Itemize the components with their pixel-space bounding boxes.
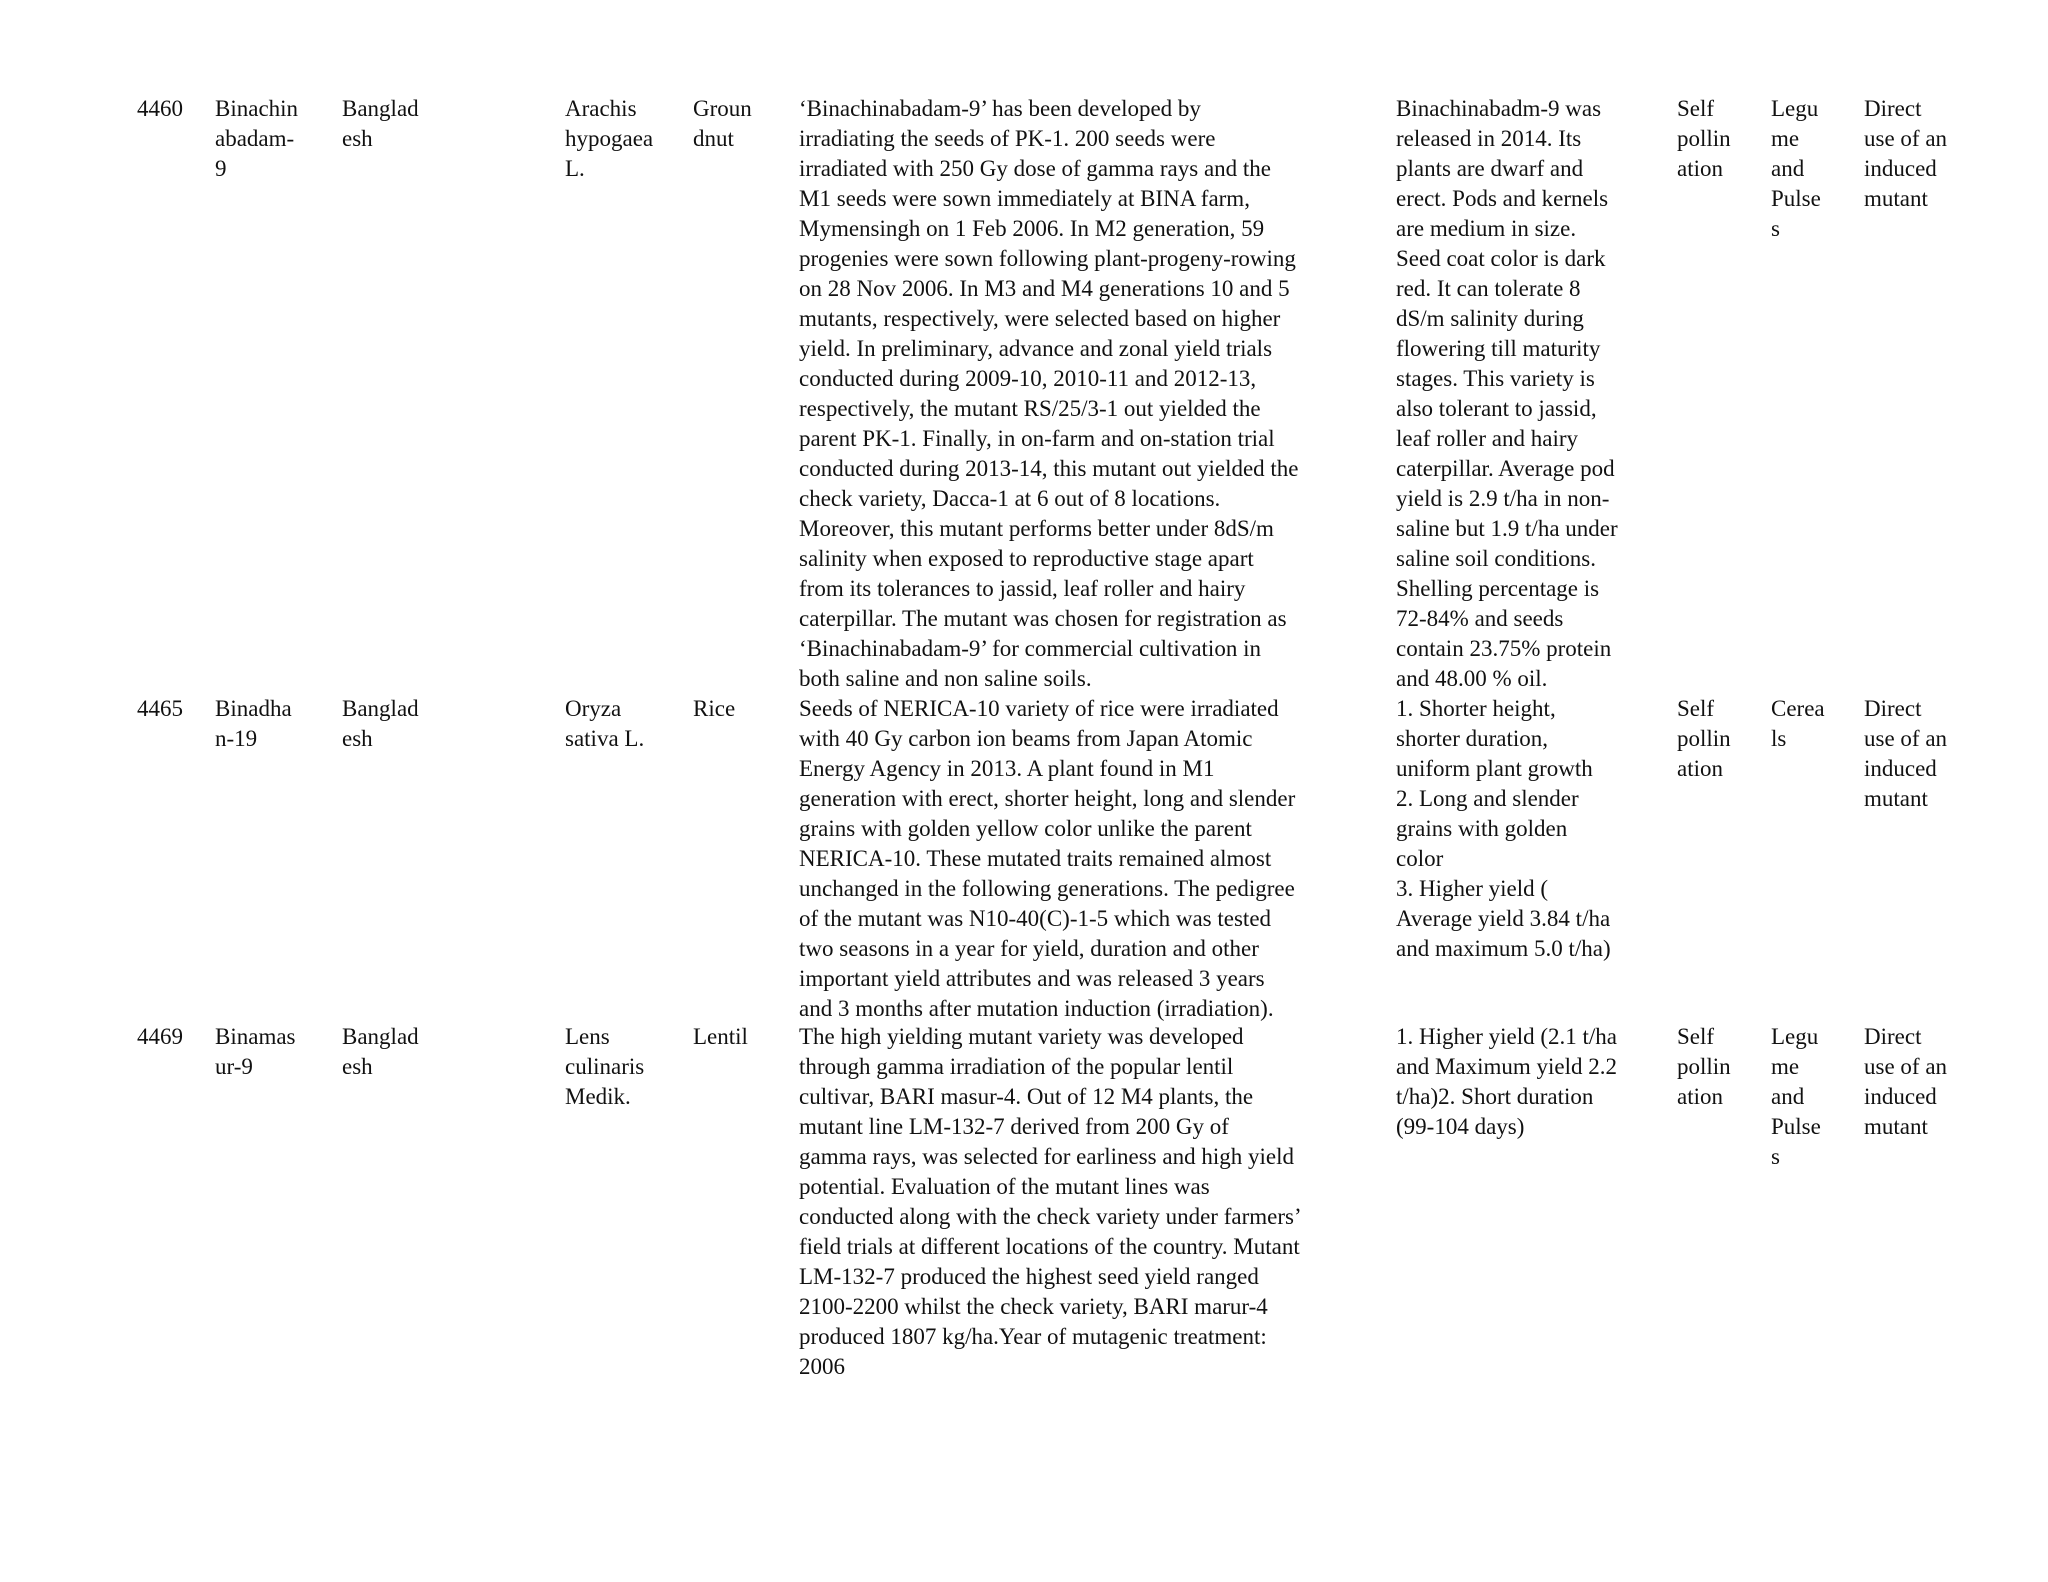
- variety-name: Binamas ur-9: [215, 1024, 296, 1079]
- crop-group: Cerea ls: [1771, 696, 1825, 751]
- development-description: The high yielding mutant variety was developed through gamma irradiation of the popular lentil cultivar, BARI masur-4. Out of 12 M4 plants, the mutant line LM-132-7 derived from 200 Gy of gamma rays, was selected for earliness and high yield potential. Evaluation of the mutant lines was conducted along with the check variety under farmers’ field trials at different locations of the country. Mutant LM-132-7 produced the highest seed yield ranged 2100-2200 whilst the check variety, BARI marur-4 produced 1807 kg/ha.Year of mutagenic treatment: 2006: [799, 1024, 1302, 1379]
- development-description: ‘Binachinabadam-9’ has been developed by irradiating the seeds of PK-1. 200 seeds were irradiated with 250 Gy dose of gamma rays and the M1 seeds were sown immediately at BINA farm, Mymensingh on 1 Feb 2006. In M2 generation, 59 progenies were sown following plant-progeny-rowing on 28 Nov 2006. In M3 and M4 generations 10 and 5 mutants, respectively, were selected based on higher yield. In preliminary, advance and zonal yield trials conducted during 2009-10, 2010-11 and 2012-13, respectively, the mutant RS/25/3-1 out yielded the parent PK-1. Finally, in on-farm and on-station trial conducted during 2013-14, this mutant out yielded the check variety, Dacca-1 at 6 out of 8 locations. Moreover, this mutant performs better under 8dS/m salinity when exposed to reproductive stage apart from its tolerances to jassid, leaf roller and hairy caterpillar. The mutant was chosen for registration as ‘Binachinabadam-9’ for commercial cultivation in both saline and non saline soils.: [799, 96, 1299, 691]
- mutant-id: 4469: [137, 1024, 183, 1049]
- mutant-id: 4465: [137, 696, 183, 721]
- crop-group: Legu me and Pulse s: [1771, 96, 1821, 241]
- pollination-type: Self pollin ation: [1677, 1024, 1731, 1109]
- mutant-use: Direct use of an induced mutant: [1864, 96, 1948, 211]
- mutant-use: Direct use of an induced mutant: [1864, 1024, 1948, 1139]
- pollination-type: Self pollin ation: [1677, 96, 1731, 181]
- latin-name: Arachis hypogaea L.: [565, 96, 654, 181]
- crop-name: Lentil: [693, 1024, 748, 1049]
- variety-name: Binadha n-19: [215, 696, 292, 751]
- mutant-use: Direct use of an induced mutant: [1864, 696, 1948, 811]
- crop-name: Groun dnut: [693, 96, 752, 151]
- pollination-type: Self pollin ation: [1677, 696, 1731, 781]
- main-traits: 1. Shorter height, shorter duration, uniform plant growth 2. Long and slender grains with golden color 3. Higher yield ( Average yield 3.84 t/ha and maximum 5.0 t/ha): [1396, 696, 1611, 961]
- development-description: Seeds of NERICA-10 variety of rice were irradiated with 40 Gy carbon ion beams from Japan Atomic Energy Agency in 2013. A plant found in M1 generation with erect, shorter height, long and slender grains with golden yellow color unlike the parent NERICA-10. These mutated traits remained almost unchanged in the following generations. The pedigree of the mutant was N10-40(C)-1-5 which was tested two seasons in a year for yield, duration and other important yield attributes and was released 3 years and 3 months after mutation induction (irradiation).: [799, 696, 1296, 1021]
- main-traits: Binachinabadm-9 was released in 2014. Its plants are dwarf and erect. Pods and kernels are medium in size. Seed coat color is dark red. It can tolerate 8 dS/m salinity during flowering till maturity stages. This variety is also tolerant to jassid, leaf roller and hairy caterpillar. Average pod yield is 2.9 t/ha in non- saline but 1.9 t/ha under saline soil conditions. Shelling percentage is 72-84% and seeds contain 23.75% protein and 48.00 % oil.: [1396, 96, 1618, 691]
- crop-name: Rice: [693, 696, 736, 721]
- latin-name: Lens culinaris Medik.: [565, 1024, 645, 1109]
- country: Banglad esh: [342, 1024, 419, 1079]
- country: Banglad esh: [342, 696, 419, 751]
- crop-group: Legu me and Pulse s: [1771, 1024, 1821, 1169]
- mutant-id: 4460: [137, 96, 183, 121]
- variety-name: Binachin abadam- 9: [215, 96, 299, 181]
- latin-name: Oryza sativa L.: [565, 696, 645, 751]
- country: Banglad esh: [342, 96, 419, 151]
- main-traits: 1. Higher yield (2.1 t/ha and Maximum yield 2.2 t/ha)2. Short duration (99-104 days): [1396, 1024, 1618, 1139]
